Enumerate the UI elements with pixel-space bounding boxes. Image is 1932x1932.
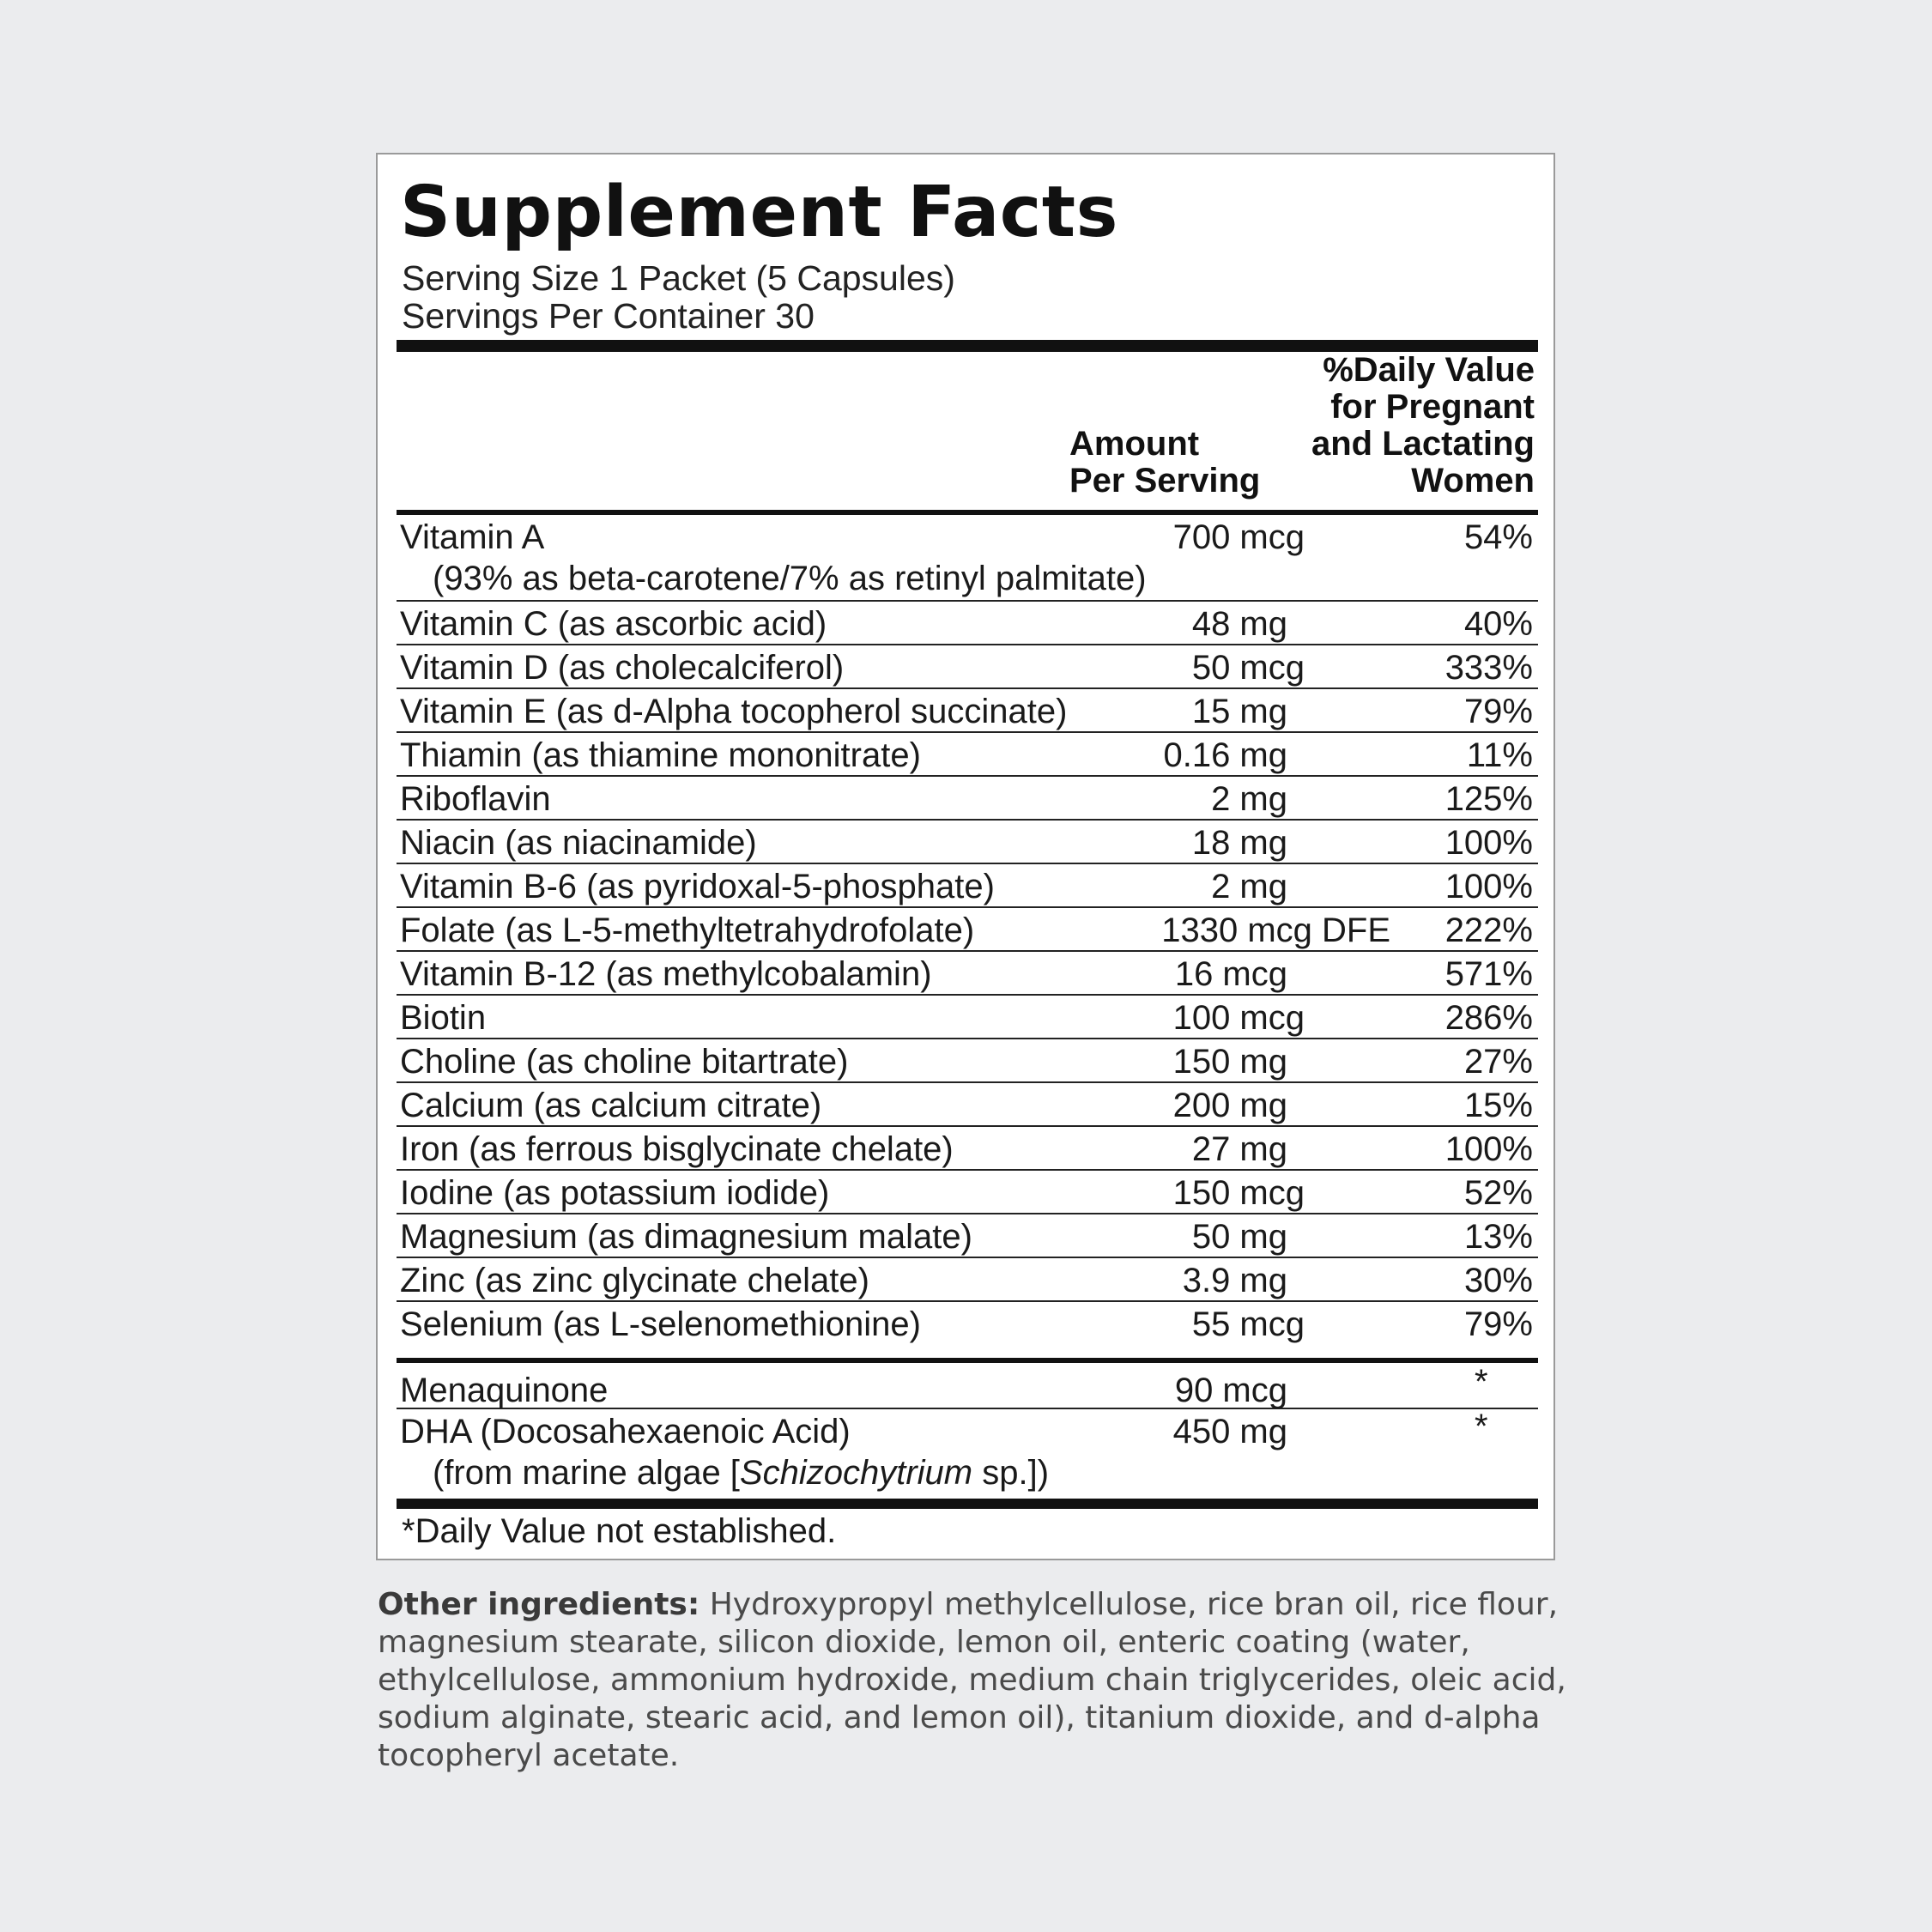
- nutrient-dv: 11%: [1466, 736, 1533, 774]
- nutrient-amount: 16 mcg: [1174, 955, 1287, 993]
- nutrient-name: Vitamin B-12 (as methylcobalamin): [400, 955, 932, 993]
- nutrient-dv: 222%: [1444, 911, 1533, 949]
- nutrient-dv: 27%: [1463, 1043, 1533, 1081]
- nutrient-table: [397, 515, 1538, 1348]
- nutrient-row: [397, 996, 1538, 1039]
- nutrient-amount: 48 mg: [1191, 605, 1287, 643]
- nutrient-name: Selenium (as L-selenomethionine): [400, 1305, 921, 1343]
- nutrient-dv: 13%: [1463, 1218, 1533, 1256]
- nutrient-row: [397, 1365, 1538, 1409]
- nutrient-dv: 125%: [1444, 780, 1533, 818]
- header-dv-line2: for Pregnant: [1330, 388, 1535, 426]
- header-dv-line4: Women: [1411, 462, 1535, 500]
- nutrient-name: Biotin: [400, 999, 487, 1037]
- nutrient-dv: *: [1475, 1363, 1488, 1401]
- nutrient-amount: 700 mcg: [1172, 518, 1305, 556]
- nutrient-row: [397, 952, 1538, 996]
- nutrient-name: Niacin (as niacinamide): [400, 824, 757, 862]
- other-nutrient-table: [397, 1365, 1538, 1504]
- nutrient-name: Folate (as L-5-methyltetrahydrofolate): [400, 911, 975, 949]
- header-dv-line3: and Lactating: [1311, 425, 1535, 463]
- nutrient-row: [397, 821, 1538, 864]
- nutrient-name: Vitamin C (as ascorbic acid): [400, 605, 827, 643]
- nutrient-amount: 50 mcg: [1191, 649, 1305, 687]
- nutrient-amount: 90 mcg: [1174, 1372, 1287, 1409]
- nutrient-row: [397, 645, 1538, 689]
- nutrient-amount: 2 mg: [1211, 868, 1287, 905]
- nutrient-name: DHA (Docosahexaenoic Acid): [400, 1413, 851, 1451]
- nutrient-amount: 55 mcg: [1191, 1305, 1305, 1343]
- nutrient-amount: 100 mcg: [1172, 999, 1305, 1037]
- nutrient-dv: 54%: [1463, 518, 1533, 556]
- nutrient-name: Zinc (as zinc glycinate chelate): [400, 1262, 869, 1299]
- nutrient-amount: 2 mg: [1211, 780, 1287, 818]
- nutrient-amount: 150 mg: [1172, 1043, 1287, 1081]
- serving-info: [402, 259, 955, 335]
- nutrient-dv: 79%: [1463, 1305, 1533, 1343]
- header-amount: [1069, 426, 1260, 500]
- nutrient-name: Calcium (as calcium citrate): [400, 1087, 822, 1124]
- nutrient-name: Riboflavin: [400, 780, 551, 818]
- nutrient-dv: 30%: [1463, 1262, 1533, 1299]
- nutrient-name: Thiamin (as thiamine mononitrate): [400, 736, 921, 774]
- nutrient-name: Iodine (as potassium iodide): [400, 1174, 830, 1212]
- nutrient-amount: 450 mg: [1172, 1413, 1287, 1451]
- nutrient-dv: 100%: [1444, 868, 1533, 905]
- serving-size: Serving Size 1 Packet (5 Capsules): [402, 258, 955, 298]
- nutrient-source: (93% as beta-carotene/7% as retinyl palmitate): [433, 560, 1147, 597]
- nutrient-amount: 3.9 mg: [1182, 1262, 1287, 1299]
- nutrient-amount: 0.16 mg: [1163, 736, 1287, 774]
- nutrient-name: Magnesium (as dimagnesium malate): [400, 1218, 972, 1256]
- header-amount-line1: Amount: [1069, 425, 1200, 463]
- nutrient-row: [397, 515, 1538, 602]
- header-amount-line2: Per Serving: [1069, 462, 1261, 500]
- nutrient-dv: 100%: [1444, 824, 1533, 862]
- nutrient-name: Menaquinone: [400, 1372, 609, 1409]
- nutrient-name: Vitamin B-6 (as pyridoxal-5-phosphate): [400, 868, 995, 905]
- nutrient-dv: 15%: [1463, 1087, 1533, 1124]
- nutrient-name: Iron (as ferrous bisglycinate chelate): [400, 1130, 954, 1168]
- supplement-facts-panel: [376, 153, 1555, 1560]
- label-title: Supplement Facts: [400, 172, 1118, 253]
- nutrient-dv: 333%: [1444, 649, 1533, 687]
- nutrient-dv: 40%: [1463, 605, 1533, 643]
- nutrient-name: Vitamin E (as d-Alpha tocopherol succinate): [400, 693, 1068, 730]
- nutrient-row: [397, 1083, 1538, 1127]
- nutrient-dv: 286%: [1444, 999, 1533, 1037]
- nutrient-row: [397, 689, 1538, 733]
- servings-per-container: Servings Per Container 30: [402, 296, 815, 336]
- thick-divider-bottom: [397, 1499, 1538, 1509]
- nutrient-row: [397, 1214, 1538, 1258]
- header-daily-value: [1311, 352, 1535, 500]
- nutrient-amount: 15 mg: [1191, 693, 1287, 730]
- thick-divider-top: [397, 340, 1538, 352]
- nutrient-amount: 200 mg: [1172, 1087, 1287, 1124]
- nutrient-row: [397, 1258, 1538, 1302]
- nutrient-row: [397, 1039, 1538, 1083]
- nutrient-name: Choline (as choline bitartrate): [400, 1043, 849, 1081]
- footnote: *Daily Value not established.: [402, 1512, 837, 1550]
- nutrient-amount: 27 mg: [1191, 1130, 1287, 1168]
- nutrient-name: Vitamin A: [400, 518, 545, 556]
- nutrient-source: [433, 1454, 1049, 1493]
- nutrient-row: [397, 1409, 1538, 1504]
- header-dv-line1: %Daily Value: [1323, 351, 1535, 389]
- nutrient-dv: *: [1475, 1408, 1488, 1445]
- nutrient-row: [397, 1127, 1538, 1171]
- nutrient-row: [397, 602, 1538, 645]
- nutrient-dv: 100%: [1444, 1130, 1533, 1168]
- nutrient-row: [397, 1171, 1538, 1214]
- other-ingredients: [378, 1586, 1579, 1775]
- nutrient-amount: 1330 mcg DFE: [1161, 911, 1390, 949]
- source-species: Schizochytrium: [739, 1454, 973, 1492]
- nutrient-dv: 52%: [1463, 1174, 1533, 1212]
- nutrient-amount: 150 mcg: [1172, 1174, 1305, 1212]
- other-nutrients-divider: [397, 1358, 1538, 1363]
- source-text: sp.]): [972, 1454, 1050, 1492]
- nutrient-amount: 18 mg: [1191, 824, 1287, 862]
- nutrient-dv: 79%: [1463, 693, 1533, 730]
- nutrient-dv: 571%: [1444, 955, 1533, 993]
- source-text: (from marine algae [: [433, 1454, 740, 1492]
- nutrient-row: [397, 777, 1538, 821]
- nutrient-row: [397, 1302, 1538, 1348]
- nutrient-name: Vitamin D (as cholecalciferol): [400, 649, 845, 687]
- nutrient-row: [397, 733, 1538, 777]
- other-ingredients-text: Hydroxypropyl methylcellulose, rice bran oil, rice flour, magnesium stearate, silicon dioxide, lemon oil, enteric coating (water, ethylcellulose, ammonium hydroxide, medium chain triglycerides, oleic acid, sodium alginate, stearic acid, and lemon oil), titanium dioxide, and d-alpha tocopheryl acetate.: [378, 1587, 1566, 1773]
- nutrient-row: [397, 864, 1538, 908]
- other-ingredients-label: Other ingredients:: [378, 1587, 700, 1622]
- nutrient-amount: 50 mg: [1191, 1218, 1287, 1256]
- nutrient-row: [397, 908, 1538, 952]
